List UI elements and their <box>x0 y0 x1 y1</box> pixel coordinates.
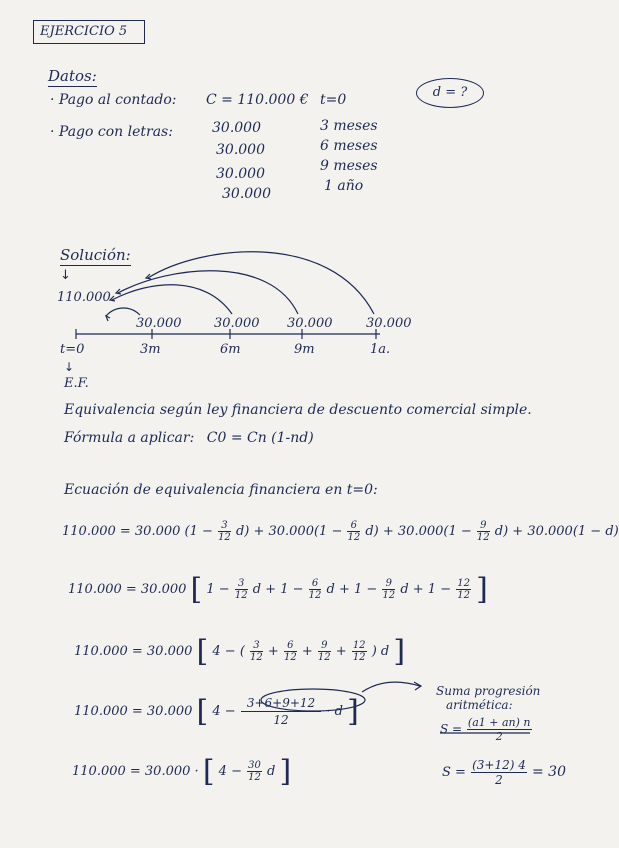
formula: C0 = Cn (1-nd) <box>206 430 314 446</box>
unknown-label: d = ? <box>432 85 468 100</box>
ef-arrow-icon: ↓ <box>64 360 75 374</box>
arc-3m <box>106 308 140 316</box>
eq2-term-4: d + 1 − <box>400 582 452 597</box>
eq5-open-bracket: [ <box>202 754 215 789</box>
solucion-heading: Solución: <box>60 246 131 264</box>
side-result <box>442 758 566 787</box>
ef-label: E.F. <box>64 376 89 391</box>
letra-time-1: 3 meses <box>320 118 378 134</box>
arc-6m <box>112 285 232 314</box>
eq1-term-3: d) + 30.000(1 − <box>365 524 472 539</box>
eq5-term-1: 4 − <box>218 764 242 779</box>
letra-amount-2: 30.000 <box>216 142 265 158</box>
eq1-frac-2: $\frac{6}{12}$ <box>347 520 361 543</box>
eq5-lhs: 110.000 = 30.000 · <box>72 764 199 779</box>
eq2-frac-3: $\frac{9}{12}$ <box>382 578 396 601</box>
payment-3: 30.000 <box>287 316 333 331</box>
eq4-term-1: 4 − <box>212 704 236 719</box>
down-arrow-icon: ↓ <box>60 268 71 283</box>
present-value: 110.000 <box>57 290 111 305</box>
payment-2: 30.000 <box>214 316 260 331</box>
eq3-frac-2: $\frac{6}{12}$ <box>283 640 297 663</box>
side-s-frac: $\frac{(a1 + an) n}{2}$ <box>467 716 531 743</box>
eq3-lhs: 110.000 = 30.000 <box>74 644 193 659</box>
sum-arrowhead <box>414 682 421 690</box>
equation-5 <box>72 754 291 789</box>
eq3-plus-2: + <box>301 644 313 659</box>
eq4-lhs: 110.000 = 30.000 <box>74 704 193 719</box>
explanation-line-1: Equivalencia según ley financiera de descuento comercial simple. <box>64 402 532 418</box>
eq2-open-bracket: [ <box>190 572 203 607</box>
sum-arrow <box>362 682 420 692</box>
equation-1 <box>62 520 619 543</box>
eq3-frac-4: $\frac{12}{12}$ <box>352 640 366 663</box>
arrowhead-1 <box>106 316 110 321</box>
payment-1: 30.000 <box>136 316 182 331</box>
equation-2 <box>68 572 488 607</box>
eq2-term-3: d + 1 − <box>326 582 378 597</box>
eq1-frac-1: $\frac{3}{12}$ <box>218 520 231 543</box>
eq2-lhs: 110.000 = 30.000 <box>68 582 187 597</box>
explanation-line-3: Ecuación de equivalencia financiera en t=0: <box>64 482 378 498</box>
side-s2-result: = 30 <box>532 764 566 780</box>
eq2-frac-1: $\frac{3}{12}$ <box>234 578 248 601</box>
eq5-close-bracket: ] <box>279 754 292 789</box>
contado-time: t=0 <box>320 92 347 108</box>
time-label-9m: 9m <box>294 342 315 357</box>
eq5-frac: $\frac{30}{12}$ <box>248 760 261 783</box>
eq3-term-1: 4 − ( <box>212 644 245 659</box>
side-formula <box>440 716 533 743</box>
side-s-lhs: S = <box>440 722 463 736</box>
eq3-plus-3: + <box>335 644 347 659</box>
side-note-line-2: aritmética: <box>446 698 513 712</box>
payment-4: 30.000 <box>366 316 412 331</box>
letra-time-4: 1 año <box>324 178 364 194</box>
letra-amount-1: 30.000 <box>212 120 261 136</box>
eq4-term-2: · d <box>326 704 343 719</box>
eq2-term-2: d + 1 − <box>252 582 304 597</box>
eq4-open-bracket: [ <box>196 694 209 729</box>
t0-label: t=0 <box>60 342 85 357</box>
letra-amount-4: 30.000 <box>222 186 271 202</box>
letra-time-2: 6 meses <box>320 138 378 154</box>
side-s2-frac: $\frac{(3+12) 4}{2}$ <box>472 758 526 787</box>
time-label-6m: 6m <box>220 342 241 357</box>
time-label-3m: 3m <box>140 342 161 357</box>
eq1-frac-3: $\frac{9}{12}$ <box>476 520 490 543</box>
eq4-close-bracket: ] <box>347 694 359 729</box>
letra-amount-3: 30.000 <box>216 166 265 182</box>
eq1-term-4: d) + 30.000(1 − d) <box>494 524 619 539</box>
side-s2-lhs: S = <box>442 765 466 780</box>
eq1-term-1: (1 − <box>184 524 213 539</box>
formula-prefix: Fórmula a aplicar: <box>64 430 195 446</box>
eq3-term-2: ) d <box>371 644 390 659</box>
eq2-frac-2: $\frac{6}{12}$ <box>308 578 322 601</box>
equation-4 <box>74 694 359 729</box>
letra-time-3: 9 meses <box>320 158 378 174</box>
eq3-close-bracket: ] <box>393 634 406 669</box>
eq1-term-2: d) + 30.000(1 − <box>235 524 343 539</box>
eq2-term-1: 1 − <box>206 582 230 597</box>
eq4-frac: $\frac{3+6+9+12}{12}$ <box>241 695 321 728</box>
side-note-line-1: Suma progresión <box>436 684 541 698</box>
contado-value: C = 110.000 € <box>206 92 309 108</box>
arc-1a <box>148 252 374 314</box>
eq3-frac-3: $\frac{9}{12}$ <box>317 640 331 663</box>
eq5-term-2: d <box>266 764 276 779</box>
eq3-frac-1: $\frac{3}{12}$ <box>250 640 263 663</box>
contado-label: · Pago al contado: <box>50 92 177 108</box>
exercise-title: EJERCICIO 5 <box>33 20 145 44</box>
equation-3 <box>74 634 405 669</box>
time-label-1a: 1a. <box>370 342 391 357</box>
eq3-open-bracket: [ <box>196 634 209 669</box>
datos-heading: Datos: <box>48 67 97 85</box>
letras-label: · Pago con letras: <box>50 124 173 140</box>
explanation-line-2 <box>64 430 314 446</box>
eq3-plus-1: + <box>267 644 279 659</box>
eq2-close-bracket: ] <box>476 572 488 607</box>
eq1-lhs: 110.000 = 30.000 <box>62 524 181 539</box>
eq2-frac-4: $\frac{12}{12}$ <box>457 578 470 601</box>
